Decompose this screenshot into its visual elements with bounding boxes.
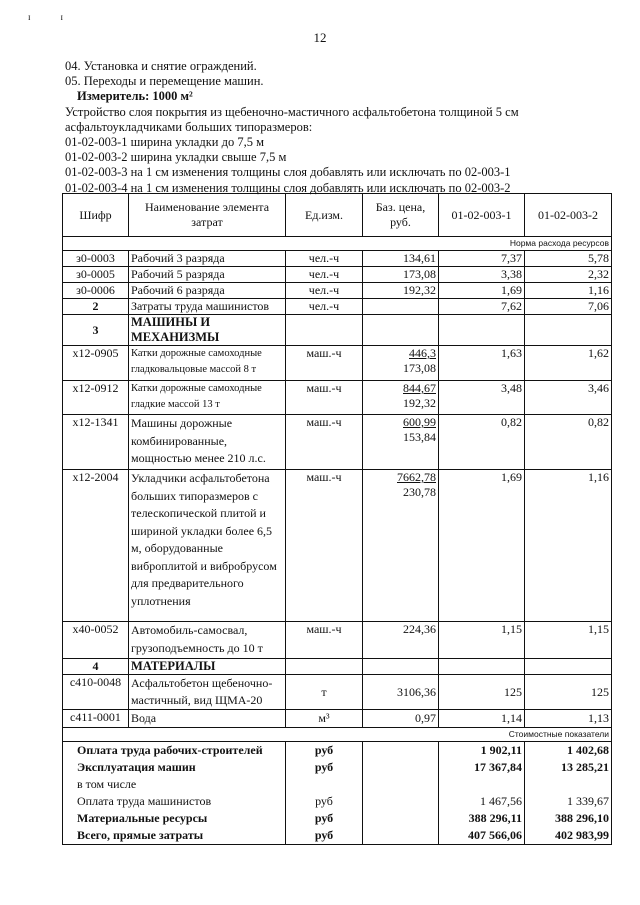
cell-price: 192,32 [363,283,439,299]
section-cost-label: Стоимостные показатели [63,728,612,742]
cost-row [63,776,612,793]
cell-name: Катки дорожные самоходные гладковальцовые массой 8 т [129,346,286,381]
cell-unit: руб [286,810,363,827]
cost-row [63,810,612,827]
cell-name: Рабочий 3 разряда [129,251,286,267]
cell-v1: 407 566,06 [439,827,525,845]
cost-row [63,793,612,810]
cell-price [363,470,439,622]
cell-code: с410-0048 [63,675,129,710]
section-norm-label: Норма расхода ресурсов [63,237,612,251]
header-price: Баз. цена, руб. [363,194,439,237]
cell-v1: 125 [439,675,525,710]
cell-v1: 1,69 [439,470,525,622]
cell-v2: 402 983,99 [525,827,612,845]
table-row [63,470,612,622]
work-item-1: 04. Установка и снятие ограждений. [65,59,257,73]
cell-v1: 1,14 [439,710,525,728]
cell-empty [439,315,525,346]
cell-v2: 1,16 [525,470,612,622]
machines-head-row [63,315,612,346]
page-number: 12 [313,30,327,45]
cell-code: з0-0005 [63,267,129,283]
variant-2: 01-02-003-2 ширина укладки свыше 7,5 м [65,150,287,165]
cell-code: 3 [63,315,129,346]
cell-unit: руб [286,793,363,810]
cell-v1: 7,62 [439,299,525,315]
cell-v1: 17 367,84 [439,759,525,776]
cell-name: Катки дорожные самоходные гладкие массой 13 т [129,381,286,415]
cell-v1: 7,37 [439,251,525,267]
price-value: 7662,78 [397,470,436,484]
variant-4: 01-02-003-4 на 1 см изменения толщины слоя добавлять или исключать по 02-003-2 [65,180,511,195]
cell-name: Укладчики асфальтобетона больших типоразмеров с телескопической плитой и шириной укладки более 6,5 м, оборудованные виброплитой и вибробрусом для предварительного уплотнения [129,470,286,622]
cell-v1: 388 296,11 [439,810,525,827]
table-row [63,675,612,710]
cost-row [63,827,612,845]
cell-name: Материальные ресурсы [63,810,286,827]
scan-mark: ɪ [28,12,61,22]
cell-price [363,622,439,659]
cell-v1: 3,48 [439,381,525,415]
cell-code: х12-0905 [63,346,129,381]
table-row [63,251,612,267]
machinist-wage: 153,84 [403,430,436,444]
cell-v2: 1,15 [525,622,612,659]
header-unit: Ед.изм. [286,194,363,237]
table-row [63,710,612,728]
materials-rows [63,675,612,728]
cell-v2: 2,32 [525,267,612,283]
cell-v2: 13 285,21 [525,759,612,776]
cell-v2: 1,16 [525,283,612,299]
cell-v2: 7,06 [525,299,612,315]
cell-v2: 3,46 [525,381,612,415]
cell-code: х40-0052 [63,622,129,659]
cell-name: Эксплуатация машин [63,759,286,776]
cell-unit: руб [286,742,363,760]
cell-price [363,759,439,776]
scan-marks [28,12,93,22]
table-header-row [63,194,612,237]
cell-unit: маш.-ч [286,415,363,470]
cell-unit: чел.-ч [286,251,363,267]
machines-rows [63,346,612,659]
cell-price: 134,61 [363,251,439,267]
description-line-1: Устройство слоя покрытия из щебеночно-мастичного асфальтобетона толщиной 5 см [65,104,519,119]
cell-name: Затраты труда машинистов [129,299,286,315]
workers-rows [63,251,612,299]
cell-code: 4 [63,659,129,675]
cell-empty [286,315,363,346]
cell-code: с411-0001 [63,710,129,728]
cell-price [363,776,439,793]
cell-v2: 1,62 [525,346,612,381]
cell-price [363,810,439,827]
cell-name: Всего, прямые затраты [63,827,286,845]
cost-row [63,759,612,776]
cell-empty [439,659,525,675]
machinist-wage: 230,78 [403,485,436,499]
cell-v2 [525,776,612,793]
header-name: Наименование элемента затрат [129,194,286,237]
cell-code: х12-0912 [63,381,129,415]
materials-head-row [63,659,612,675]
price-value: 446,3 [409,346,436,360]
table-row [63,283,612,299]
price-value: 844,67 [403,381,436,395]
cell-v2: 1,13 [525,710,612,728]
cell-price [363,346,439,381]
section-norm-row [63,237,612,251]
table-row [63,267,612,283]
cell-name: Оплата труда машинистов [63,793,286,810]
cell-v1: 3,38 [439,267,525,283]
cell-v2: 0,82 [525,415,612,470]
cell-unit: м³ [286,710,363,728]
header-col2: 01-02-003-2 [525,194,612,237]
cell-unit: руб [286,759,363,776]
cell-name: Машины дорожные комбинированные, мощностью менее 210 л.с. [129,415,286,470]
measure-unit: Измеритель: 1000 м² [77,89,193,104]
cell-v1: 1,63 [439,346,525,381]
cell-price [363,793,439,810]
cell-name: Рабочий 5 разряда [129,267,286,283]
cell-v1: 1 902,11 [439,742,525,760]
cell-price: 3106,36 [363,675,439,710]
cell-empty [286,659,363,675]
cell-name: МАШИНЫ И МЕХАНИЗМЫ [129,315,286,346]
machinist-wage: 173,08 [403,361,436,375]
cell-v2: 125 [525,675,612,710]
cell-v1 [439,776,525,793]
cell-name: МАТЕРИАЛЫ [129,659,286,675]
cell-unit: маш.-ч [286,470,363,622]
cell-unit: руб [286,827,363,845]
header-col1: 01-02-003-1 [439,194,525,237]
cell-code: х12-2004 [63,470,129,622]
cell-unit [286,776,363,793]
table-row [63,415,612,470]
cell-unit: маш.-ч [286,346,363,381]
cell-price [363,827,439,845]
cell-empty [525,315,612,346]
cell-v2: 1 339,67 [525,793,612,810]
scan-mark: ɪ [60,12,94,22]
cell-v2: 5,78 [525,251,612,267]
cell-empty [525,659,612,675]
variant-1: 01-02-003-1 ширина укладки до 7,5 м [65,135,264,150]
cell-v1: 1 467,56 [439,793,525,810]
cell-price: 173,08 [363,267,439,283]
cell-unit: маш.-ч [286,381,363,415]
cell-price [363,415,439,470]
cell-v2: 388 296,10 [525,810,612,827]
price-value: 224,36 [403,622,436,636]
cell-name: в том числе [63,776,286,793]
price-value: 600,99 [403,415,436,429]
cell-v1: 1,15 [439,622,525,659]
cell-price [363,299,439,315]
table-row [63,346,612,381]
cell-unit: чел.-ч [286,299,363,315]
cell-v1: 1,69 [439,283,525,299]
cell-code: з0-0006 [63,283,129,299]
cell-code: з0-0003 [63,251,129,267]
cell-v2: 1 402,68 [525,742,612,760]
cell-price [363,381,439,415]
cost-rows [63,742,612,845]
variant-3: 01-02-003-3 на 1 см изменения толщины слоя добавлять или исключать по 02-003-1 [65,165,511,180]
machinist-row [63,299,612,315]
resource-table [62,193,612,845]
cell-price: 0,97 [363,710,439,728]
table-row [63,622,612,659]
cell-price [363,742,439,760]
cell-v1: 0,82 [439,415,525,470]
cell-empty [363,315,439,346]
cell-name: Рабочий 6 разряда [129,283,286,299]
cost-row [63,742,612,760]
header-code: Шифр [63,194,129,237]
cell-unit: т [286,675,363,710]
cell-name: Асфальтобетон щебеночно-мастичный, вид ЩМА-20 [129,675,286,710]
cell-unit: чел.-ч [286,283,363,299]
cell-unit: маш.-ч [286,622,363,659]
cell-code: 2 [63,299,129,315]
cell-code: х12-1341 [63,415,129,470]
document-intro [65,59,625,196]
machinist-wage: 192,32 [403,396,436,410]
section-cost-row [63,728,612,742]
cell-empty [363,659,439,675]
cell-unit: чел.-ч [286,267,363,283]
table-row [63,381,612,415]
cell-name: Вода [129,710,286,728]
description-line-2: асфальтоукладчиками больших типоразмеров: [65,119,313,134]
work-item-2: 05. Переходы и перемещение машин. [65,74,264,89]
cell-name: Оплата труда рабочих-строителей [63,742,286,760]
cell-name: Автомобиль-самосвал, грузоподъемность до 10 т [129,622,286,659]
